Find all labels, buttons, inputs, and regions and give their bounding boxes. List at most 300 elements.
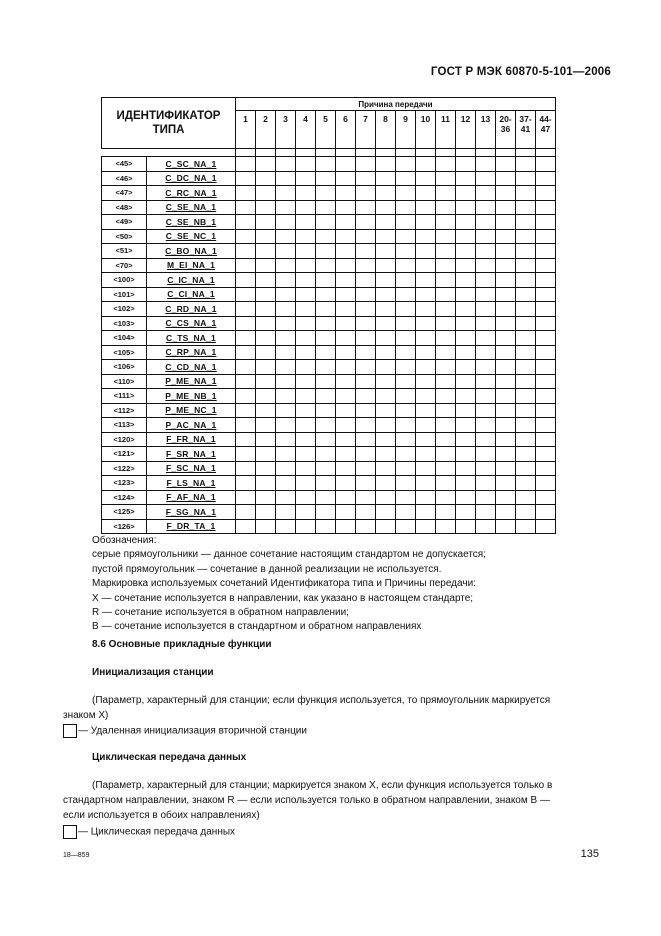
- matrix-cell[interactable]: [296, 200, 316, 215]
- matrix-cell[interactable]: [536, 171, 556, 186]
- matrix-cell[interactable]: [396, 157, 416, 172]
- matrix-cell[interactable]: [256, 200, 276, 215]
- matrix-cell[interactable]: [476, 244, 496, 259]
- matrix-cell[interactable]: [296, 432, 316, 447]
- matrix-cell[interactable]: [496, 316, 516, 331]
- matrix-cell[interactable]: [456, 447, 476, 462]
- matrix-cell[interactable]: [256, 360, 276, 375]
- matrix-cell[interactable]: [496, 418, 516, 433]
- matrix-cell[interactable]: [436, 374, 456, 389]
- matrix-cell[interactable]: [536, 258, 556, 273]
- matrix-cell[interactable]: [396, 447, 416, 462]
- matrix-cell[interactable]: [496, 244, 516, 259]
- matrix-cell[interactable]: [416, 215, 436, 230]
- matrix-cell[interactable]: [496, 360, 516, 375]
- matrix-cell[interactable]: [496, 374, 516, 389]
- matrix-cell[interactable]: [536, 418, 556, 433]
- matrix-cell[interactable]: [236, 244, 256, 259]
- matrix-cell[interactable]: [476, 302, 496, 317]
- matrix-cell[interactable]: [496, 171, 516, 186]
- matrix-cell[interactable]: [416, 461, 436, 476]
- matrix-cell[interactable]: [516, 360, 536, 375]
- matrix-cell[interactable]: [236, 447, 256, 462]
- matrix-cell[interactable]: [356, 287, 376, 302]
- matrix-cell[interactable]: [516, 200, 536, 215]
- matrix-cell[interactable]: [256, 171, 276, 186]
- matrix-cell[interactable]: [296, 258, 316, 273]
- matrix-cell[interactable]: [376, 447, 396, 462]
- matrix-cell[interactable]: [476, 418, 496, 433]
- matrix-cell[interactable]: [276, 360, 296, 375]
- matrix-cell[interactable]: [376, 287, 396, 302]
- matrix-cell[interactable]: [316, 244, 336, 259]
- matrix-cell[interactable]: [416, 331, 436, 346]
- matrix-cell[interactable]: [316, 505, 336, 520]
- matrix-cell[interactable]: [516, 258, 536, 273]
- matrix-cell[interactable]: [336, 229, 356, 244]
- matrix-cell[interactable]: [476, 461, 496, 476]
- matrix-cell[interactable]: [456, 273, 476, 288]
- matrix-cell[interactable]: [476, 186, 496, 201]
- matrix-cell[interactable]: [496, 302, 516, 317]
- matrix-cell[interactable]: [456, 229, 476, 244]
- matrix-cell[interactable]: [436, 186, 456, 201]
- matrix-cell[interactable]: [416, 186, 436, 201]
- matrix-cell[interactable]: [316, 403, 336, 418]
- matrix-cell[interactable]: [416, 389, 436, 404]
- matrix-cell[interactable]: [416, 403, 436, 418]
- matrix-cell[interactable]: [236, 432, 256, 447]
- matrix-cell[interactable]: [356, 186, 376, 201]
- matrix-cell[interactable]: [476, 287, 496, 302]
- matrix-cell[interactable]: [376, 403, 396, 418]
- matrix-cell[interactable]: [476, 374, 496, 389]
- matrix-cell[interactable]: [316, 316, 336, 331]
- matrix-cell[interactable]: [456, 171, 476, 186]
- matrix-cell[interactable]: [516, 244, 536, 259]
- matrix-cell[interactable]: [536, 519, 556, 534]
- matrix-cell[interactable]: [256, 432, 276, 447]
- matrix-cell[interactable]: [416, 302, 436, 317]
- matrix-cell[interactable]: [316, 200, 336, 215]
- matrix-cell[interactable]: [476, 273, 496, 288]
- matrix-cell[interactable]: [476, 490, 496, 505]
- matrix-cell[interactable]: [236, 505, 256, 520]
- matrix-cell[interactable]: [416, 244, 436, 259]
- matrix-cell[interactable]: [256, 316, 276, 331]
- matrix-cell[interactable]: [396, 244, 416, 259]
- matrix-cell[interactable]: [236, 418, 256, 433]
- matrix-cell[interactable]: [376, 374, 396, 389]
- matrix-cell[interactable]: [456, 476, 476, 491]
- matrix-cell[interactable]: [376, 432, 396, 447]
- matrix-cell[interactable]: [236, 519, 256, 534]
- matrix-cell[interactable]: [456, 258, 476, 273]
- matrix-cell[interactable]: [396, 432, 416, 447]
- matrix-cell[interactable]: [416, 476, 436, 491]
- matrix-cell[interactable]: [416, 490, 436, 505]
- matrix-cell[interactable]: [376, 389, 396, 404]
- matrix-cell[interactable]: [356, 490, 376, 505]
- matrix-cell[interactable]: [476, 258, 496, 273]
- matrix-cell[interactable]: [396, 258, 416, 273]
- matrix-cell[interactable]: [336, 476, 356, 491]
- matrix-cell[interactable]: [516, 287, 536, 302]
- matrix-cell[interactable]: [356, 273, 376, 288]
- matrix-cell[interactable]: [316, 331, 336, 346]
- matrix-cell[interactable]: [436, 157, 456, 172]
- matrix-cell[interactable]: [276, 200, 296, 215]
- matrix-cell[interactable]: [316, 461, 336, 476]
- matrix-cell[interactable]: [436, 505, 456, 520]
- matrix-cell[interactable]: [296, 490, 316, 505]
- matrix-cell[interactable]: [256, 157, 276, 172]
- matrix-cell[interactable]: [516, 461, 536, 476]
- matrix-cell[interactable]: [236, 374, 256, 389]
- matrix-cell[interactable]: [376, 331, 396, 346]
- matrix-cell[interactable]: [236, 331, 256, 346]
- matrix-cell[interactable]: [436, 244, 456, 259]
- matrix-cell[interactable]: [416, 360, 436, 375]
- matrix-cell[interactable]: [496, 476, 516, 491]
- matrix-cell[interactable]: [456, 316, 476, 331]
- matrix-cell[interactable]: [516, 403, 536, 418]
- matrix-cell[interactable]: [436, 316, 456, 331]
- matrix-cell[interactable]: [376, 476, 396, 491]
- matrix-cell[interactable]: [396, 229, 416, 244]
- matrix-cell[interactable]: [396, 186, 416, 201]
- matrix-cell[interactable]: [516, 331, 536, 346]
- matrix-cell[interactable]: [356, 360, 376, 375]
- matrix-cell[interactable]: [296, 244, 316, 259]
- matrix-cell[interactable]: [276, 186, 296, 201]
- matrix-cell[interactable]: [376, 171, 396, 186]
- matrix-cell[interactable]: [376, 505, 396, 520]
- matrix-cell[interactable]: [516, 316, 536, 331]
- matrix-cell[interactable]: [476, 389, 496, 404]
- matrix-cell[interactable]: [316, 389, 336, 404]
- matrix-cell[interactable]: [316, 258, 336, 273]
- matrix-cell[interactable]: [476, 157, 496, 172]
- matrix-cell[interactable]: [356, 215, 376, 230]
- matrix-cell[interactable]: [376, 302, 396, 317]
- matrix-cell[interactable]: [236, 345, 256, 360]
- matrix-cell[interactable]: [276, 505, 296, 520]
- matrix-cell[interactable]: [536, 432, 556, 447]
- matrix-cell[interactable]: [536, 403, 556, 418]
- matrix-cell[interactable]: [236, 389, 256, 404]
- matrix-cell[interactable]: [236, 229, 256, 244]
- matrix-cell[interactable]: [516, 447, 536, 462]
- matrix-cell[interactable]: [396, 331, 416, 346]
- matrix-cell[interactable]: [436, 345, 456, 360]
- matrix-cell[interactable]: [416, 171, 436, 186]
- matrix-cell[interactable]: [236, 302, 256, 317]
- matrix-cell[interactable]: [396, 461, 416, 476]
- matrix-cell[interactable]: [256, 287, 276, 302]
- matrix-cell[interactable]: [396, 316, 416, 331]
- matrix-cell[interactable]: [516, 229, 536, 244]
- matrix-cell[interactable]: [336, 186, 356, 201]
- matrix-cell[interactable]: [436, 461, 456, 476]
- remote-init-checkbox[interactable]: [63, 724, 77, 738]
- matrix-cell[interactable]: [396, 215, 416, 230]
- matrix-cell[interactable]: [256, 389, 276, 404]
- matrix-cell[interactable]: [536, 200, 556, 215]
- matrix-cell[interactable]: [336, 418, 356, 433]
- matrix-cell[interactable]: [356, 461, 376, 476]
- matrix-cell[interactable]: [236, 186, 256, 201]
- matrix-cell[interactable]: [516, 418, 536, 433]
- matrix-cell[interactable]: [236, 200, 256, 215]
- matrix-cell[interactable]: [456, 360, 476, 375]
- matrix-cell[interactable]: [316, 418, 336, 433]
- matrix-cell[interactable]: [396, 200, 416, 215]
- matrix-cell[interactable]: [476, 403, 496, 418]
- matrix-cell[interactable]: [516, 476, 536, 491]
- matrix-cell[interactable]: [296, 157, 316, 172]
- matrix-cell[interactable]: [256, 215, 276, 230]
- matrix-cell[interactable]: [236, 157, 256, 172]
- matrix-cell[interactable]: [336, 316, 356, 331]
- matrix-cell[interactable]: [276, 244, 296, 259]
- matrix-cell[interactable]: [236, 316, 256, 331]
- matrix-cell[interactable]: [336, 432, 356, 447]
- matrix-cell[interactable]: [316, 374, 336, 389]
- matrix-cell[interactable]: [516, 519, 536, 534]
- matrix-cell[interactable]: [336, 519, 356, 534]
- matrix-cell[interactable]: [376, 157, 396, 172]
- matrix-cell[interactable]: [456, 186, 476, 201]
- matrix-cell[interactable]: [336, 331, 356, 346]
- matrix-cell[interactable]: [496, 215, 516, 230]
- matrix-cell[interactable]: [416, 432, 436, 447]
- matrix-cell[interactable]: [376, 200, 396, 215]
- matrix-cell[interactable]: [316, 171, 336, 186]
- matrix-cell[interactable]: [456, 200, 476, 215]
- matrix-cell[interactable]: [456, 157, 476, 172]
- matrix-cell[interactable]: [256, 302, 276, 317]
- matrix-cell[interactable]: [356, 157, 376, 172]
- matrix-cell[interactable]: [296, 418, 316, 433]
- matrix-cell[interactable]: [276, 432, 296, 447]
- matrix-cell[interactable]: [236, 360, 256, 375]
- matrix-cell[interactable]: [296, 447, 316, 462]
- matrix-cell[interactable]: [236, 273, 256, 288]
- matrix-cell[interactable]: [496, 432, 516, 447]
- matrix-cell[interactable]: [296, 374, 316, 389]
- matrix-cell[interactable]: [256, 186, 276, 201]
- matrix-cell[interactable]: [276, 389, 296, 404]
- matrix-cell[interactable]: [416, 519, 436, 534]
- matrix-cell[interactable]: [416, 157, 436, 172]
- matrix-cell[interactable]: [356, 418, 376, 433]
- matrix-cell[interactable]: [456, 418, 476, 433]
- matrix-cell[interactable]: [256, 331, 276, 346]
- matrix-cell[interactable]: [416, 447, 436, 462]
- matrix-cell[interactable]: [276, 403, 296, 418]
- matrix-cell[interactable]: [316, 519, 336, 534]
- matrix-cell[interactable]: [336, 157, 356, 172]
- matrix-cell[interactable]: [376, 186, 396, 201]
- matrix-cell[interactable]: [296, 389, 316, 404]
- matrix-cell[interactable]: [356, 432, 376, 447]
- matrix-cell[interactable]: [256, 490, 276, 505]
- matrix-cell[interactable]: [376, 229, 396, 244]
- matrix-cell[interactable]: [496, 157, 516, 172]
- matrix-cell[interactable]: [376, 244, 396, 259]
- matrix-cell[interactable]: [356, 316, 376, 331]
- matrix-cell[interactable]: [516, 374, 536, 389]
- matrix-cell[interactable]: [536, 374, 556, 389]
- matrix-cell[interactable]: [496, 186, 516, 201]
- matrix-cell[interactable]: [416, 258, 436, 273]
- matrix-cell[interactable]: [536, 273, 556, 288]
- matrix-cell[interactable]: [396, 360, 416, 375]
- matrix-cell[interactable]: [436, 403, 456, 418]
- matrix-cell[interactable]: [496, 200, 516, 215]
- matrix-cell[interactable]: [256, 258, 276, 273]
- matrix-cell[interactable]: [516, 171, 536, 186]
- matrix-cell[interactable]: [396, 418, 416, 433]
- matrix-cell[interactable]: [296, 316, 316, 331]
- matrix-cell[interactable]: [456, 215, 476, 230]
- matrix-cell[interactable]: [536, 287, 556, 302]
- matrix-cell[interactable]: [296, 215, 316, 230]
- matrix-cell[interactable]: [396, 345, 416, 360]
- matrix-cell[interactable]: [496, 287, 516, 302]
- matrix-cell[interactable]: [276, 331, 296, 346]
- matrix-cell[interactable]: [516, 432, 536, 447]
- matrix-cell[interactable]: [516, 505, 536, 520]
- matrix-cell[interactable]: [276, 273, 296, 288]
- matrix-cell[interactable]: [276, 447, 296, 462]
- matrix-cell[interactable]: [476, 476, 496, 491]
- matrix-cell[interactable]: [436, 302, 456, 317]
- matrix-cell[interactable]: [436, 229, 456, 244]
- matrix-cell[interactable]: [336, 360, 356, 375]
- matrix-cell[interactable]: [276, 519, 296, 534]
- matrix-cell[interactable]: [276, 157, 296, 172]
- matrix-cell[interactable]: [296, 171, 316, 186]
- matrix-cell[interactable]: [276, 418, 296, 433]
- matrix-cell[interactable]: [376, 519, 396, 534]
- matrix-cell[interactable]: [316, 157, 336, 172]
- matrix-cell[interactable]: [256, 447, 276, 462]
- matrix-cell[interactable]: [516, 186, 536, 201]
- matrix-cell[interactable]: [416, 418, 436, 433]
- matrix-cell[interactable]: [396, 302, 416, 317]
- matrix-cell[interactable]: [236, 490, 256, 505]
- matrix-cell[interactable]: [256, 461, 276, 476]
- matrix-cell[interactable]: [236, 461, 256, 476]
- matrix-cell[interactable]: [476, 316, 496, 331]
- matrix-cell[interactable]: [516, 215, 536, 230]
- matrix-cell[interactable]: [456, 374, 476, 389]
- matrix-cell[interactable]: [316, 273, 336, 288]
- matrix-cell[interactable]: [336, 389, 356, 404]
- matrix-cell[interactable]: [296, 273, 316, 288]
- matrix-cell[interactable]: [516, 157, 536, 172]
- matrix-cell[interactable]: [536, 505, 556, 520]
- matrix-cell[interactable]: [536, 360, 556, 375]
- matrix-cell[interactable]: [276, 258, 296, 273]
- matrix-cell[interactable]: [496, 447, 516, 462]
- matrix-cell[interactable]: [296, 403, 316, 418]
- matrix-cell[interactable]: [536, 229, 556, 244]
- matrix-cell[interactable]: [356, 331, 376, 346]
- matrix-cell[interactable]: [256, 345, 276, 360]
- matrix-cell[interactable]: [496, 490, 516, 505]
- matrix-cell[interactable]: [536, 461, 556, 476]
- matrix-cell[interactable]: [356, 403, 376, 418]
- matrix-cell[interactable]: [396, 374, 416, 389]
- matrix-cell[interactable]: [276, 171, 296, 186]
- matrix-cell[interactable]: [516, 302, 536, 317]
- matrix-cell[interactable]: [236, 171, 256, 186]
- matrix-cell[interactable]: [316, 360, 336, 375]
- matrix-cell[interactable]: [536, 345, 556, 360]
- matrix-cell[interactable]: [376, 418, 396, 433]
- matrix-cell[interactable]: [296, 519, 316, 534]
- matrix-cell[interactable]: [356, 374, 376, 389]
- matrix-cell[interactable]: [256, 374, 276, 389]
- matrix-cell[interactable]: [316, 432, 336, 447]
- matrix-cell[interactable]: [396, 403, 416, 418]
- matrix-cell[interactable]: [436, 418, 456, 433]
- matrix-cell[interactable]: [336, 302, 356, 317]
- matrix-cell[interactable]: [436, 389, 456, 404]
- matrix-cell[interactable]: [376, 215, 396, 230]
- matrix-cell[interactable]: [396, 287, 416, 302]
- matrix-cell[interactable]: [296, 287, 316, 302]
- matrix-cell[interactable]: [536, 302, 556, 317]
- matrix-cell[interactable]: [436, 287, 456, 302]
- matrix-cell[interactable]: [336, 287, 356, 302]
- matrix-cell[interactable]: [476, 447, 496, 462]
- matrix-cell[interactable]: [256, 403, 276, 418]
- matrix-cell[interactable]: [336, 374, 356, 389]
- matrix-cell[interactable]: [336, 505, 356, 520]
- matrix-cell[interactable]: [256, 244, 276, 259]
- matrix-cell[interactable]: [496, 258, 516, 273]
- matrix-cell[interactable]: [276, 476, 296, 491]
- matrix-cell[interactable]: [276, 287, 296, 302]
- matrix-cell[interactable]: [296, 345, 316, 360]
- matrix-cell[interactable]: [396, 505, 416, 520]
- matrix-cell[interactable]: [536, 316, 556, 331]
- matrix-cell[interactable]: [456, 519, 476, 534]
- matrix-cell[interactable]: [496, 229, 516, 244]
- matrix-cell[interactable]: [476, 432, 496, 447]
- matrix-cell[interactable]: [516, 389, 536, 404]
- matrix-cell[interactable]: [456, 345, 476, 360]
- matrix-cell[interactable]: [456, 505, 476, 520]
- matrix-cell[interactable]: [476, 505, 496, 520]
- matrix-cell[interactable]: [336, 490, 356, 505]
- matrix-cell[interactable]: [336, 258, 356, 273]
- matrix-cell[interactable]: [536, 447, 556, 462]
- matrix-cell[interactable]: [456, 461, 476, 476]
- matrix-cell[interactable]: [256, 273, 276, 288]
- matrix-cell[interactable]: [256, 476, 276, 491]
- matrix-cell[interactable]: [476, 229, 496, 244]
- matrix-cell[interactable]: [336, 447, 356, 462]
- matrix-cell[interactable]: [496, 403, 516, 418]
- matrix-cell[interactable]: [236, 403, 256, 418]
- matrix-cell[interactable]: [476, 519, 496, 534]
- matrix-cell[interactable]: [356, 519, 376, 534]
